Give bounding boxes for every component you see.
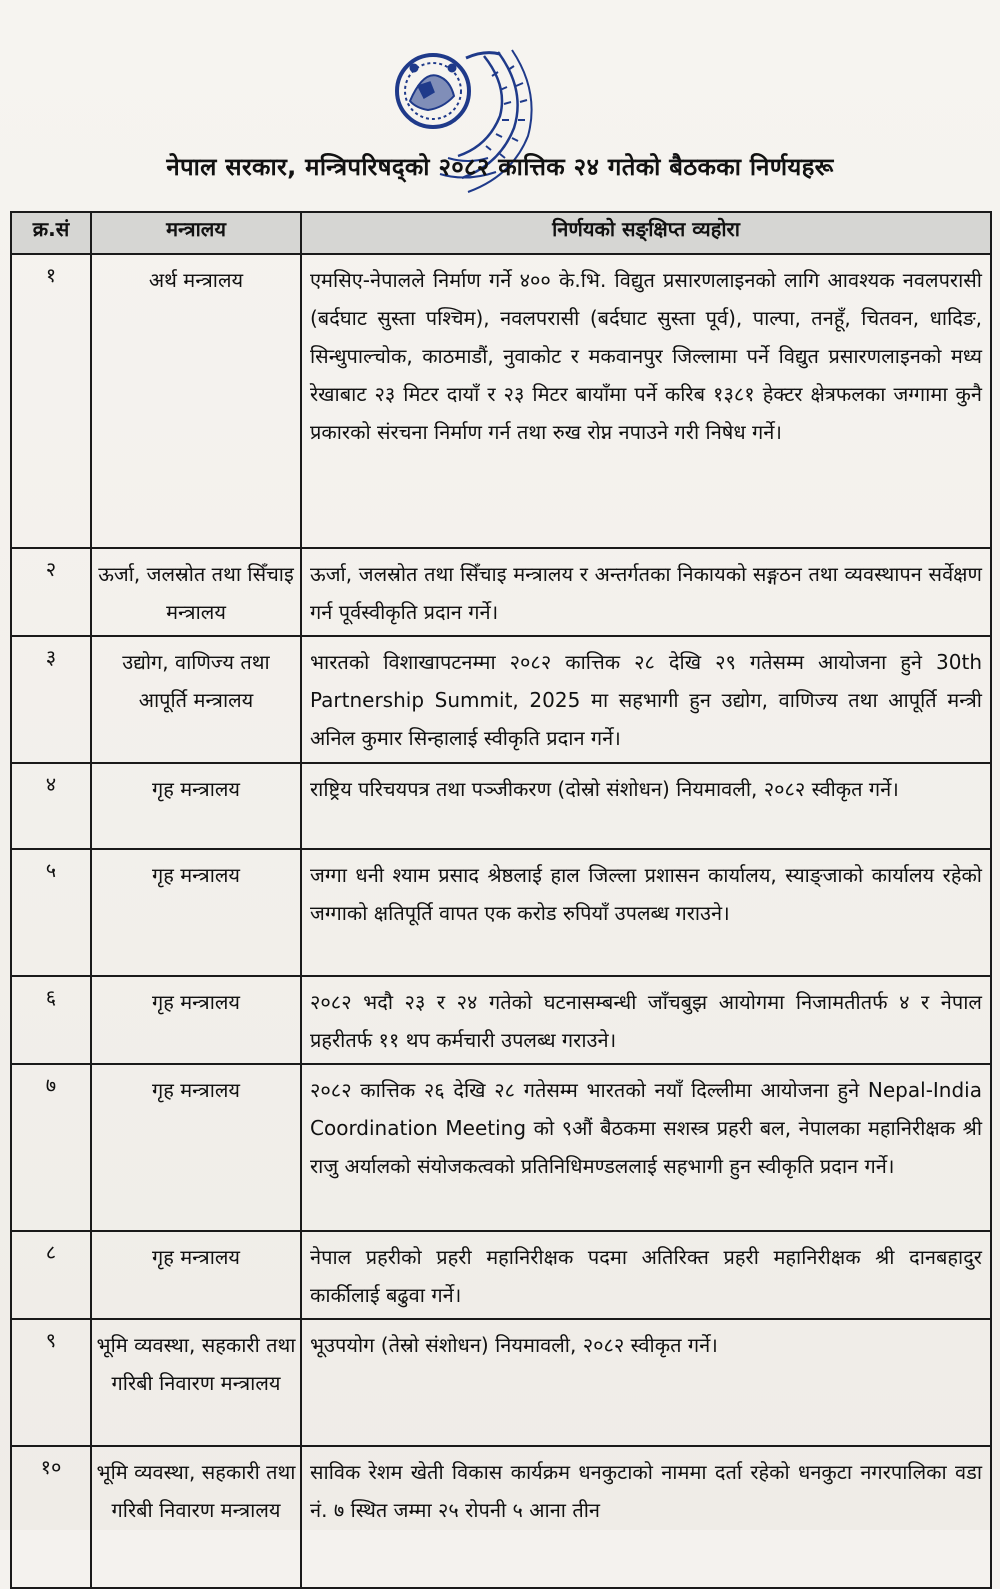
row-serial-number: ७ — [11, 1064, 91, 1231]
header-decision-summary: निर्णयको सङ्क्षिप्त व्यहोरा — [301, 212, 991, 254]
row-ministry: भूमि व्यवस्था, सहकारी तथा गरिबी निवारण मन्त्रालय — [91, 1319, 301, 1446]
table-row — [11, 763, 991, 849]
row-serial-number: ४ — [11, 763, 91, 849]
header-serial-number: क्र.सं — [11, 212, 91, 254]
row-decision: २०८२ कात्तिक २६ देखि २८ गतेसम्म भारतको नयाँ दिल्लीमा आयोजना हुने Nepal-India Coordination Meeting को ९औं बैठकमा सशस्त्र प्रहरी बल, नेपालका महानिरीक्षक श्री राजु अर्यालको संयोजकत्वको प्रतिनिधिमण्डललाई सहभागी हुन स्वीकृति प्रदान गर्ने। — [301, 1064, 991, 1231]
table-row — [11, 1319, 991, 1446]
row-ministry: गृह मन्त्रालय — [91, 976, 301, 1064]
row-serial-number: १० — [11, 1446, 91, 1588]
row-serial-number: ९ — [11, 1319, 91, 1446]
row-decision: राष्ट्रिय परिचयपत्र तथा पञ्जीकरण (दोस्रो संशोधन) नियमावली, २०८२ स्वीकृत गर्ने। — [301, 763, 991, 849]
header-ministry: मन्त्रालय — [91, 212, 301, 254]
table-row — [11, 548, 991, 636]
row-serial-number: ६ — [11, 976, 91, 1064]
row-serial-number: ३ — [11, 636, 91, 763]
row-serial-number: ५ — [11, 849, 91, 976]
row-decision: भारतको विशाखापटनम्मा २०८२ कात्तिक २८ देखि २९ गतेसम्म आयोजना हुने 30th Partnership Summit, 2025 मा सहभागी हुन उद्योग, वाणिज्य तथा आपूर्ति मन्त्री अनिल कुमार सिन्हालाई स्वीकृति प्रदान गर्ने। — [301, 636, 991, 763]
page-title: नेपाल सरकार, मन्त्रिपरिषद्को २०८२ कात्तिक २४ गतेको बैठकका निर्णयहरू — [166, 153, 834, 181]
row-ministry: गृह मन्त्रालय — [91, 1231, 301, 1319]
decisions-table — [10, 211, 992, 1589]
row-decision: भूउपयोग (तेस्रो संशोधन) नियमावली, २०८२ स्वीकृत गर्ने। — [301, 1319, 991, 1446]
table-row — [11, 1064, 991, 1231]
row-ministry: ऊर्जा, जलस्रोत तथा सिँचाइ मन्त्रालय — [91, 548, 301, 636]
row-serial-number: ८ — [11, 1231, 91, 1319]
row-decision: नेपाल प्रहरीको प्रहरी महानिरीक्षक पदमा अतिरिक्त प्रहरी महानिरीक्षक श्री दानबहादुर कार्कीलाई बढुवा गर्ने। — [301, 1231, 991, 1319]
table-header-row — [11, 212, 991, 254]
row-serial-number: १ — [11, 254, 91, 548]
row-ministry: भूमि व्यवस्था, सहकारी तथा गरिबी निवारण मन्त्रालय — [91, 1446, 301, 1588]
row-decision: एमसिए-नेपालले निर्माण गर्ने ४०० के.भि. विद्युत प्रसारणलाइनको लागि आवश्यक नवलपरासी (बर्दघाट सुस्ता पश्चिम), नवलपरासी (बर्दघाट सुस्ता पूर्व), पाल्पा, तनहूँ, चितवन, धादिङ, सिन्धुपाल्चोक, काठमाडौं, नुवाकोट र मकवानपुर जिल्लामा पर्ने विद्युत प्रसारणलाइनको मध्य रेखाबाट २३ मिटर दायाँ र २३ मिटर बायाँमा पर्ने करिब १३८१ हेक्टर क्षेत्रफलका जग्गामा कुनै प्रकारको संरचना निर्माण गर्न तथा रुख रोप्न नपाउने गरी निषेध गर्ने। — [301, 254, 991, 548]
table-row — [11, 1231, 991, 1319]
row-decision: जग्गा धनी श्याम प्रसाद श्रेष्ठलाई हाल जिल्ला प्रशासन कार्यालय, स्याङ्जाको कार्यालय रहेको जग्गाको क्षतिपूर्ति वापत एक करोड रुपियाँ उपलब्ध गराउने। — [301, 849, 991, 976]
row-ministry: गृह मन्त्रालय — [91, 763, 301, 849]
table-row — [11, 636, 991, 763]
table-row — [11, 849, 991, 976]
row-ministry: अर्थ मन्त्रालय — [91, 254, 301, 548]
row-ministry: गृह मन्त्रालय — [91, 849, 301, 976]
row-decision: ऊर्जा, जलस्रोत तथा सिँचाइ मन्त्रालय र अन्तर्गतका निकायको सङ्गठन तथा व्यवस्थापन सर्वेक्षण गर्न पूर्वस्वीकृति प्रदान गर्ने। — [301, 548, 991, 636]
row-decision: २०८२ भदौ २३ र २४ गतेको घटनासम्बन्धी जाँचबुझ आयोगमा निजामतीतर्फ ४ र नेपाल प्रहरीतर्फ ११ थप कर्मचारी उपलब्ध गराउने। — [301, 976, 991, 1064]
row-ministry: गृह मन्त्रालय — [91, 1064, 301, 1231]
row-decision: साविक रेशम खेती विकास कार्यक्रम धनकुटाको नाममा दर्ता रहेको धनकुटा नगरपालिका वडा नं. ७ स्थित जम्मा २५ रोपनी ५ आना तीन — [301, 1446, 991, 1588]
row-ministry: उद्योग, वाणिज्य तथा आपूर्ति मन्त्रालय — [91, 636, 301, 763]
table-row — [11, 976, 991, 1064]
table-row — [11, 254, 991, 548]
row-serial-number: २ — [11, 548, 91, 636]
table-row — [11, 1446, 991, 1588]
